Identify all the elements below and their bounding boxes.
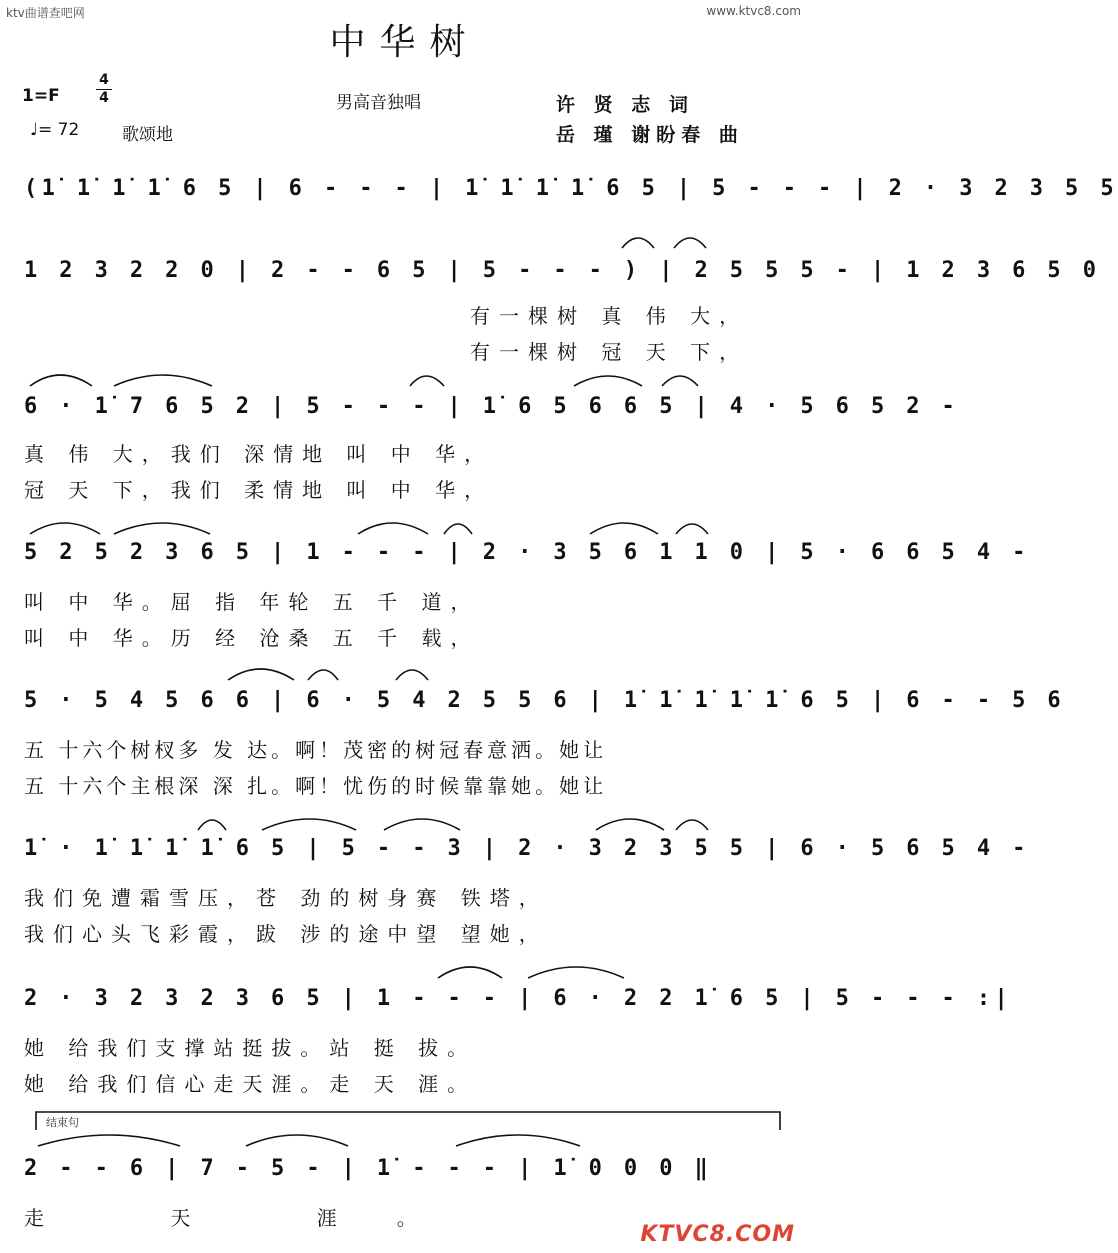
stave-3-lyric-1: 真 伟 大，我们 深情地 叫 中 华， bbox=[24, 442, 494, 466]
watermark-left: ktv曲谱查吧网 bbox=[6, 6, 85, 20]
stave-5-notes: 5 · 5 4 5 6 6 | 6 · 5 4 2 5 5 6 | 1̇ 1̇ 1̇ 1̇ 1̇ 6 5 | 6 - - 5 6 bbox=[24, 688, 1066, 713]
stave-8-lyric-1: 走 天 涯。 bbox=[24, 1206, 477, 1230]
stave-4-lyric-2: 叫 中 华。历 经 沧桑 五 千 载， bbox=[24, 626, 480, 650]
time-signature-top: 4 bbox=[99, 72, 109, 88]
stave-6-notes: 1̇ · 1̇ 1̇ 1̇ 1̇ 6 5 | 5 - - 3 | 2 · 3 2 3 5 5 | 6 · 5 6 5 4 - bbox=[24, 836, 1030, 861]
ending-bracket bbox=[36, 1112, 780, 1130]
composer-credit: 岳 瑾 谢盼春 曲 bbox=[556, 124, 744, 146]
stave-8-notes: 2 - - 6 | 7 - 5 - | 1̇ - - - | 1̇ 0 0 0 ‖ bbox=[24, 1156, 713, 1181]
slur bbox=[574, 376, 642, 386]
slur bbox=[590, 523, 658, 534]
slur bbox=[396, 670, 428, 680]
stave-5-lyric-1: 五 十六个树杈多 发 达。啊！茂密的树冠春意洒。她让 bbox=[24, 738, 608, 762]
stave-4-lyric-1: 叫 中 华。屈 指 年轮 五 千 道， bbox=[24, 590, 480, 614]
slur bbox=[308, 670, 338, 680]
slur bbox=[114, 375, 212, 386]
slur bbox=[262, 819, 356, 830]
stave-7-lyric-2: 她 给我们信心走天涯。走 天 涯。 bbox=[24, 1072, 477, 1096]
slur bbox=[30, 375, 92, 386]
slur bbox=[438, 967, 502, 978]
slur bbox=[228, 669, 294, 680]
stave-7-notes: 2 · 3 2 3 2 3 6 5 | 1 - - - | 6 · 2 2 1̇ 6 5 | 5 - - - :| bbox=[24, 986, 1013, 1011]
slur bbox=[456, 1135, 580, 1146]
performance-note: 男高音独唱 bbox=[336, 93, 421, 113]
expression-marking: 歌颂地 bbox=[122, 125, 173, 145]
key-signature: 1=F bbox=[22, 86, 60, 106]
lyricist-credit: 许 贤 志 词 bbox=[556, 94, 694, 116]
slur bbox=[198, 820, 226, 830]
song-title: 中华树 bbox=[329, 22, 480, 63]
slur bbox=[676, 820, 708, 830]
slur bbox=[596, 819, 664, 830]
slur bbox=[444, 524, 472, 534]
stave-7-lyric-1: 她 给我们支撑站挺拔。站 挺 拔。 bbox=[24, 1036, 477, 1060]
stave-4-notes: 5 2 5 2 3 6 5 | 1 - - - | 2 · 3 5 6 1 1 0 | 5 · 6 6 5 4 - bbox=[24, 540, 1030, 565]
stave-2-lyric-2: 有一棵树 冠 天 下， bbox=[470, 340, 749, 364]
ending-label: 结束句 bbox=[46, 1116, 79, 1129]
slur bbox=[38, 1135, 180, 1146]
slur bbox=[384, 819, 460, 830]
slur bbox=[114, 523, 210, 534]
stave-1-notes: (1̇ 1̇ 1̇ 1̇ 6 5 | 6 - - - | 1̇ 1̇ 1̇ 1̇ 6 5 | 5 - - - | 2 · 3 2 3 5 5 bbox=[24, 176, 1118, 201]
watermark-right: www.ktvc8.com bbox=[706, 4, 801, 18]
watermark-logo: KTVC8.COM bbox=[640, 1222, 795, 1247]
slur bbox=[676, 524, 708, 534]
stave-2-lyric-1: 有一棵树 真 伟 大， bbox=[470, 304, 749, 328]
slur bbox=[246, 1135, 348, 1146]
stave-6-lyric-2: 我们心头飞彩霞，跋 涉的途中望 望她， bbox=[24, 922, 548, 946]
slur bbox=[528, 967, 624, 978]
time-signature-bottom: 4 bbox=[99, 90, 109, 106]
slur bbox=[410, 376, 444, 386]
stave-2-notes: 1 2 3 2 2 0 | 2 - - 6 5 | 5 - - - ) | 2 5 5 5 - | 1 2 3 6 5 0 bbox=[24, 258, 1101, 283]
slur bbox=[622, 238, 654, 248]
slur bbox=[30, 523, 100, 534]
slur bbox=[662, 376, 698, 386]
stave-3-notes: 6 · 1̇ 7 6 5 2 | 5 - - - | 1̇ 6 5 6 6 5 | 4 · 5 6 5 2 - bbox=[24, 394, 960, 419]
stave-3-lyric-2: 冠 天 下，我们 柔情地 叫 中 华， bbox=[24, 478, 494, 502]
slur bbox=[358, 523, 428, 534]
slur bbox=[674, 238, 706, 248]
stave-6-lyric-1: 我们免遭霜雪压，苍 劲的树身赛 铁塔， bbox=[24, 886, 548, 910]
tempo-marking: ♩= 72 bbox=[30, 120, 80, 140]
stave-5-lyric-2: 五 十六个主根深 深 扎。啊！忧伤的时候靠靠她。她让 bbox=[24, 774, 608, 798]
